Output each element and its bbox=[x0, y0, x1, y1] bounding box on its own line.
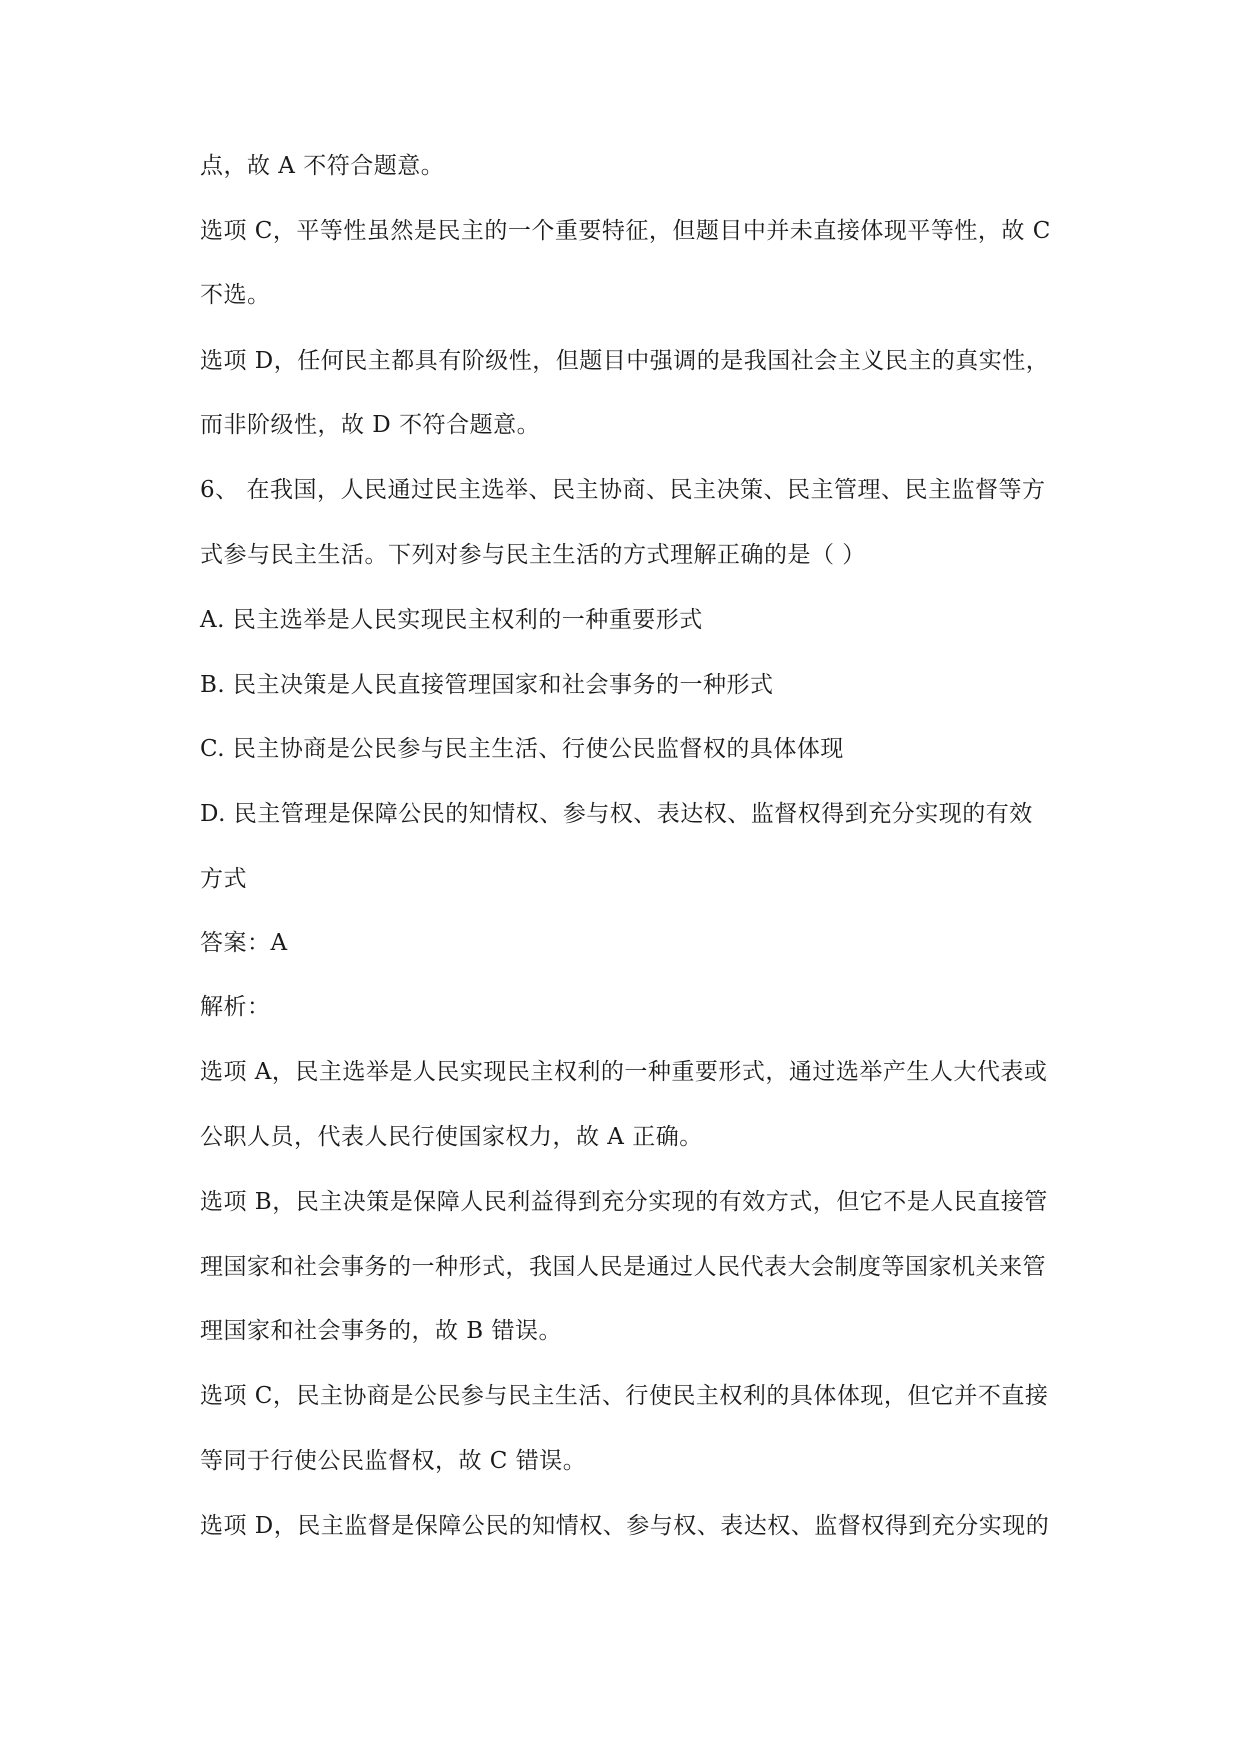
text-line: 公职人员，代表人民行使国家权力，故 A 正确。 bbox=[200, 1124, 703, 1150]
text-line: 选项 A，民主选举是人民实现民主权利的一种重要形式，通过选举产生人大代表或 bbox=[200, 1059, 1048, 1085]
option-a: A. 民主选举是人民实现民主权利的一种重要形式 bbox=[200, 607, 703, 633]
text-line: 等同于行使公民监督权，故 C 错误。 bbox=[200, 1448, 587, 1474]
analysis-heading: 解析： bbox=[200, 994, 271, 1020]
text-line: 选项 C，民主协商是公民参与民主生活、行使民主权利的具体体现，但它并不直接 bbox=[200, 1383, 1049, 1409]
option-c: C. 民主协商是公民参与民主生活、行使公民监督权的具体体现 bbox=[200, 736, 844, 762]
option-d-cont: 方式 bbox=[200, 866, 247, 892]
option-d: D. 民主管理是保障公民的知情权、参与权、表达权、监督权得到充分实现的有效 bbox=[200, 801, 1033, 827]
text-line: 理国家和社会事务的，故 B 错误。 bbox=[200, 1318, 563, 1344]
text-line: 选项 C，平等性虽然是民主的一个重要特征，但题目中并未直接体现平等性，故 C bbox=[200, 218, 1051, 244]
text-line: 不选。 bbox=[200, 282, 271, 308]
question-6-stem-cont: 式参与民主生活。下列对参与民主生活的方式理解正确的是（ ） bbox=[200, 542, 866, 568]
text-line: 点，故 A 不符合题意。 bbox=[200, 153, 445, 179]
text-line: 选项 D，民主监督是保障公民的知情权、参与权、表达权、监督权得到充分实现的 bbox=[200, 1513, 1050, 1539]
text-line: 选项 D，任何民主都具有阶级性，但题目中强调的是我国社会主义民主的真实性， bbox=[200, 348, 1050, 374]
option-b: B. 民主决策是人民直接管理国家和社会事务的一种形式 bbox=[200, 672, 774, 698]
text-line: 理国家和社会事务的一种形式，我国人民是通过人民代表大会制度等国家机关来管 bbox=[200, 1254, 1046, 1280]
text-line: 而非阶级性，故 D 不符合题意。 bbox=[200, 412, 541, 438]
question-6-stem: 6、 在我国，人民通过民主选举、民主协商、民主决策、民主管理、民主监督等方 bbox=[200, 477, 1046, 503]
answer-line: 答案：A bbox=[200, 930, 288, 956]
text-line: 选项 B，民主决策是保障人民利益得到充分实现的有效方式，但它不是人民直接管 bbox=[200, 1189, 1048, 1215]
